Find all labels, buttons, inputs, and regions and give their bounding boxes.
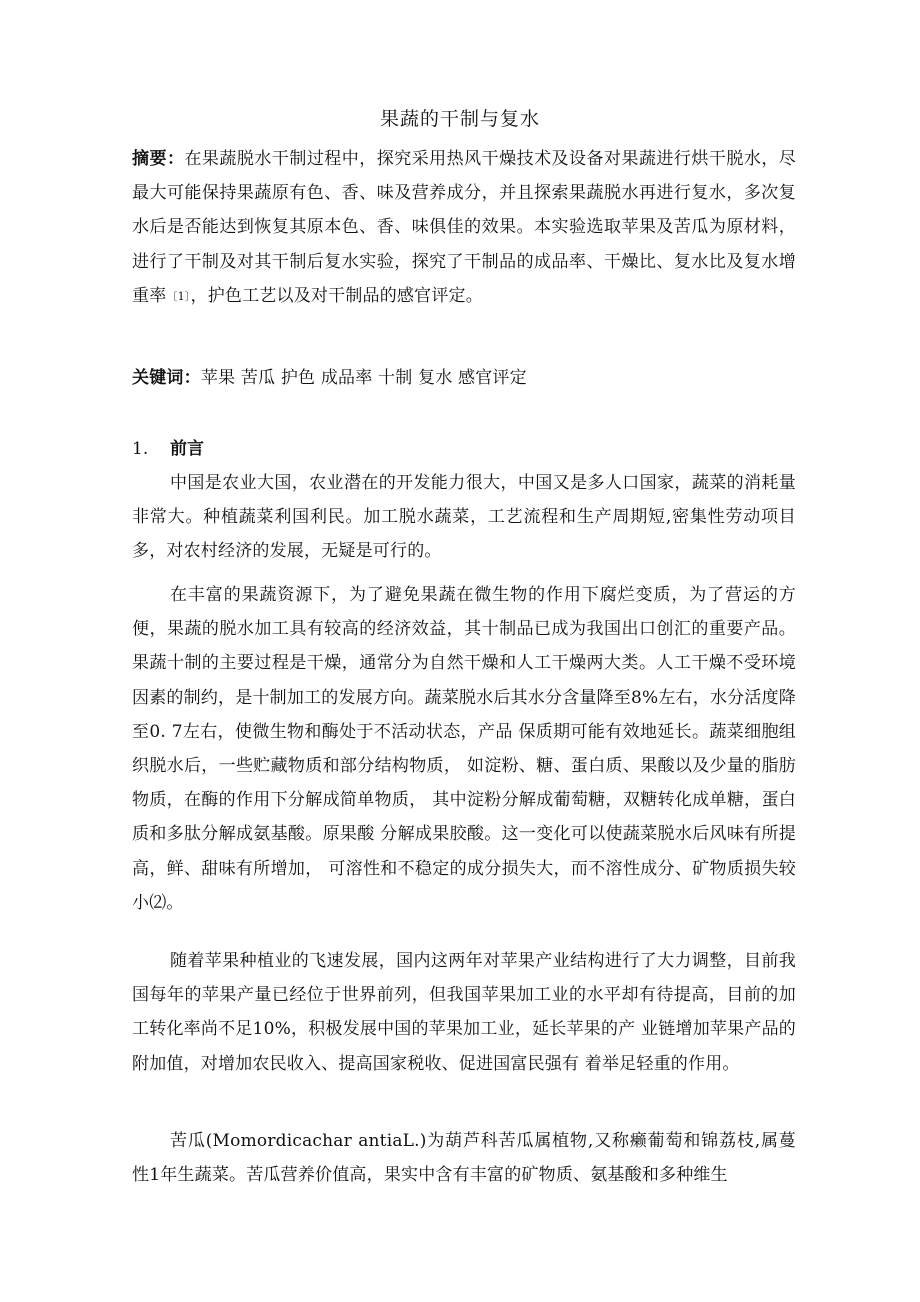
keywords [132,361,796,395]
paragraph: 在丰富的果蔬资源下，为了避免果蔬在微生物的作用下腐烂变质，为了营运的方便，果蔬的脱水加工具有较高的经济效益，其十制品已成为我国出口创汇的重要产品。果蔬十制的主要过程是干燥，通常分为自然干燥和人工干燥两大类。人工干燥不受环境因素的制约，是十制加工的发展方向。蔬菜脱水后其水分含量降至8%左右，水分活度降至0. 7左右，使微生物和酶处于不活动状态，产品 保质期可能有效地延长。蔬菜细胞组织脱水后，一些贮藏物质和部分结构物质， 如淀粉、糖、蛋白质、果酸以及少量的脂肪物质，在酶的作用下分解成简单物质， 其中淀粉分解成葡萄糖，双糖转化成单糖，蛋白质和多肽分解成氨基酸。原果酸 分解成果胶酸。这一变化可以使蔬菜脱水后风味有所提高，鲜、甜味有所增加， 可溶性和不稳定的成分损失大，而不溶性成分、矿物质损失较小⑵。 [132,585,796,913]
keywords-text: 苹果 苦瓜 护色 成品率 十制 复水 感官评定 [200,368,527,388]
paragraph: 随着苹果种植业的飞速发展，国内这两年对苹果产业结构进行了大力调整，目前我国每年的苹果产量已经位于世界前列，但我国苹果加工业的水平却有待提高，目前的加工转化率尚不足10%，积极发展中国的苹果加工业，延长苹果的产 业链增加苹果产品的附加值，对增加农民收入、提高国家税收、促进国富民强有 着举足轻重的作用。 [132,951,796,1074]
abstract-text: 在果蔬脱水干制过程中，探究采用热风干燥技术及设备对果蔬进行烘干脱水，尽最大可能保持果蔬原有色、香、味及营养成分，并且探索果蔬脱水再进行复水，多次复水后是否能达到恢复其原本色、香、味俱佳的效果。本实验选取苹果及苦瓜为原材料，进行了干制及对其干制后复水实验，探究了干制品的成品率、干燥比、复水比及复水增重率 [132,149,796,306]
abstract [132,142,796,314]
paragraph: 中国是农业大国，农业潜在的开发能力很大，中国又是多人口国家，蔬菜的消耗量非常大。种植蔬菜利国利民。加工脱水蔬菜，工艺流程和生产周期短,密集性劳动项目多，对农村经济的发展，无疑是可行的。 [132,473,796,562]
abstract-label: 摘要： [132,149,185,169]
section-title: 前言 [170,439,204,459]
abstract-text-end: ，护色工艺以及对干制品的感官评定。 [190,285,483,306]
section-heading [132,432,204,466]
section-number: 1. [132,439,149,459]
document-title: 果蔬的干制与复水 [379,108,540,130]
keywords-label: 关键词： [132,368,201,388]
citation-1: 〔1〕 [166,289,191,303]
paragraph: 苦瓜(Momordicachar antiaL.)为葫芦科苦瓜属植物,又称癞葡萄和锦荔枝,属蔓 性1年生蔬菜。苦瓜营养价值高，果实中含有丰富的矿物质、氨基酸和多种维生 [132,1131,796,1186]
